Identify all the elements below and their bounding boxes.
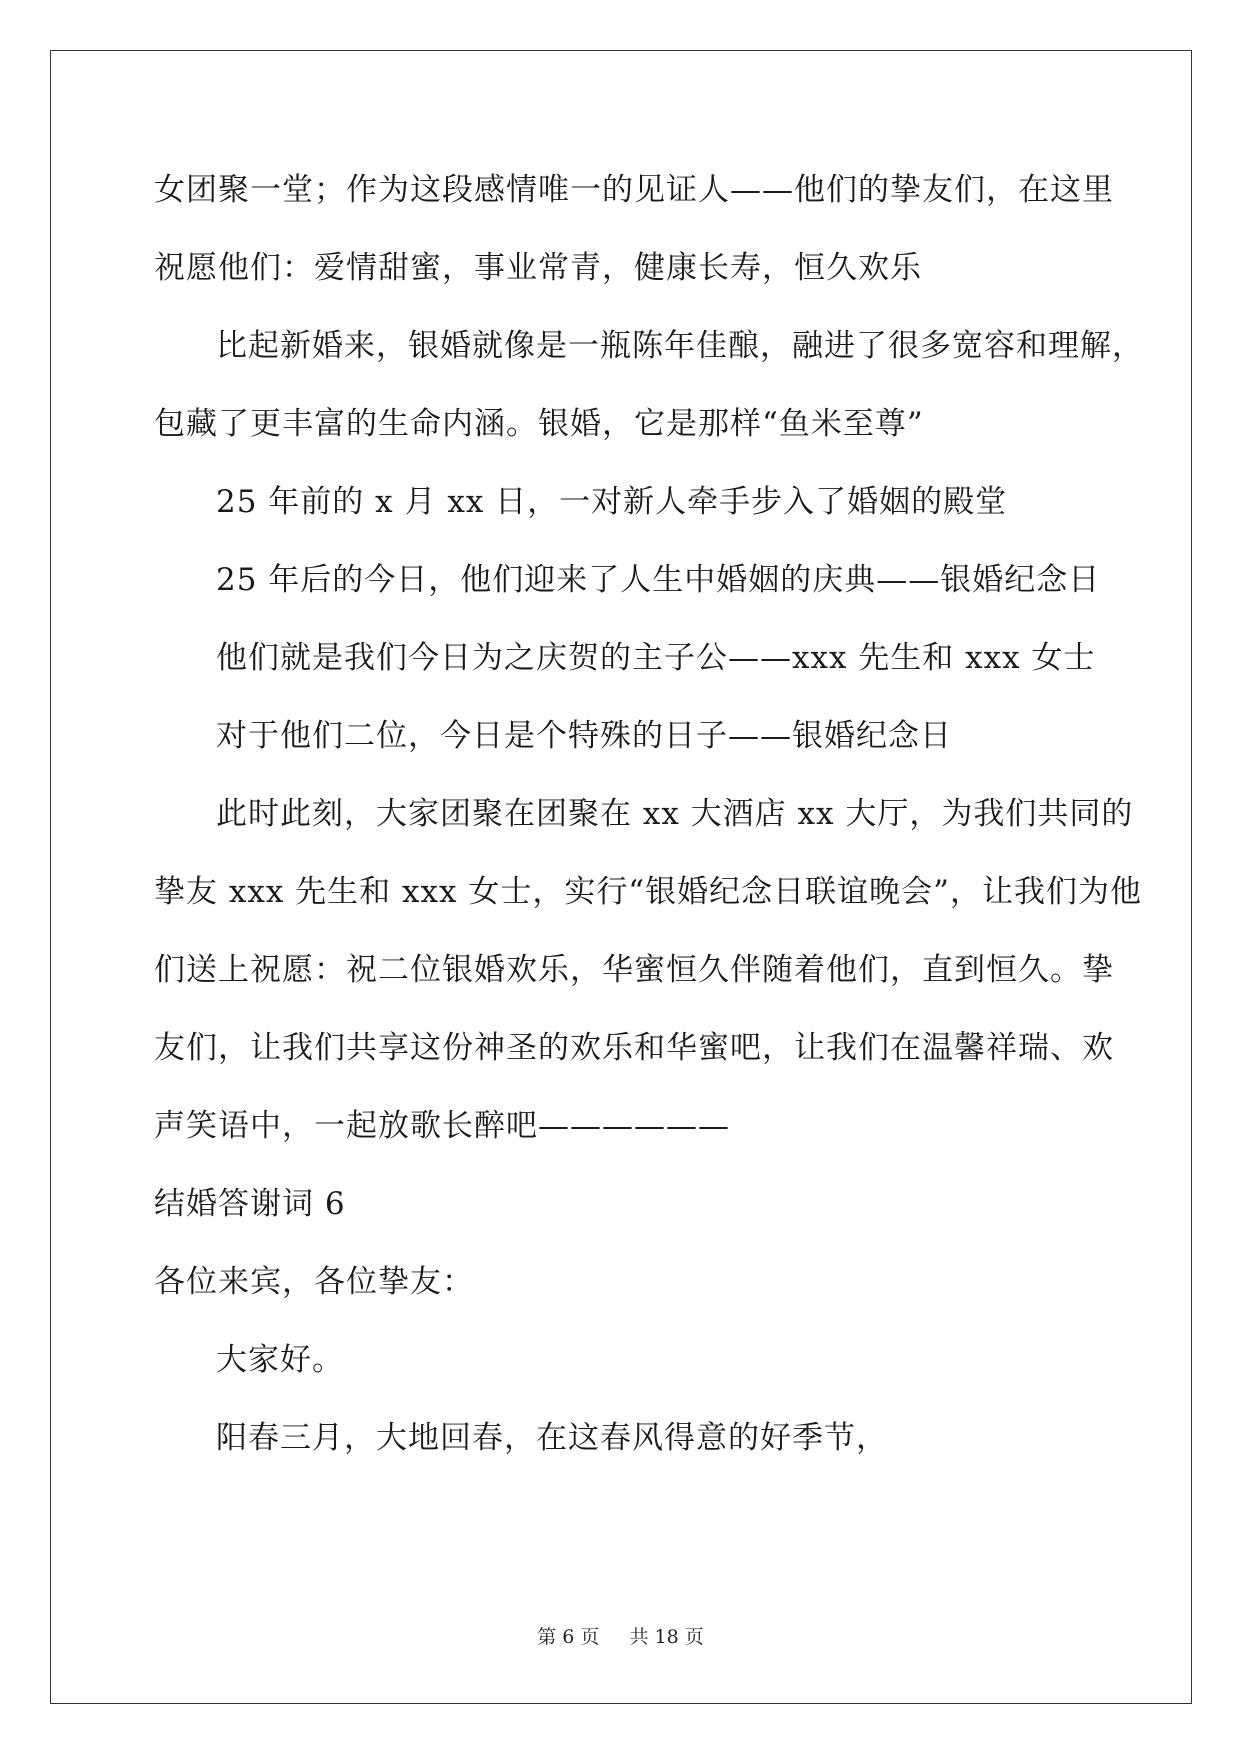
text-line: 声笑语中，一起放歌长醉吧——————	[154, 1108, 730, 1144]
text-line: 祝愿他们：爱情甜蜜，事业常青，健康长寿，恒久欢乐	[154, 250, 922, 286]
page-total: 共 18 页	[629, 1626, 704, 1648]
text-line: 女团聚一堂；作为这段感情唯一的见证人——他们的挚友们，在这里	[154, 172, 1114, 208]
document-body	[154, 164, 1144, 1490]
text-line: 包藏了更丰富的生命内涵。银婚，它是那样“鱼米至尊”	[154, 406, 924, 442]
page-footer	[0, 1622, 1241, 1649]
salutation: 各位来宾，各位挚友：	[154, 1264, 474, 1300]
section-heading: 结婚答谢词 6	[154, 1186, 346, 1222]
page-number: 第 6 页	[537, 1626, 600, 1648]
text-line: 此时此刻，大家团聚在团聚在 xx 大酒店 xx 大厅，为我们共同的	[216, 796, 1134, 832]
text-line: 25 年前的 x 月 xx 日，一对新人牵手步入了婚姻的殿堂	[216, 484, 1008, 520]
text-line: 友们，让我们共享这份神圣的欢乐和华蜜吧，让我们在温馨祥瑞、欢	[154, 1030, 1114, 1066]
text-line: 比起新婚来，银婚就像是一瓶陈年佳酿，融进了很多宽容和理解，	[216, 328, 1144, 364]
text-line: 阳春三月，大地回春，在这春风得意的好季节，	[216, 1420, 888, 1456]
text-line: 大家好。	[216, 1342, 344, 1378]
text-line: 们送上祝愿：祝二位银婚欢乐，华蜜恒久伴随着他们，直到恒久。挚	[154, 952, 1114, 988]
text-line: 挚友 xxx 先生和 xxx 女士，实行“银婚纪念日联谊晚会”，让我们为他	[154, 874, 1143, 910]
text-line: 25 年后的今日，他们迎来了人生中婚姻的庆典——银婚纪念日	[216, 562, 1101, 598]
text-line: 对于他们二位，今日是个特殊的日子——银婚纪念日	[216, 718, 952, 754]
text-line: 他们就是我们今日为之庆贺的主子公——xxx 先生和 xxx 女士	[216, 640, 1096, 676]
